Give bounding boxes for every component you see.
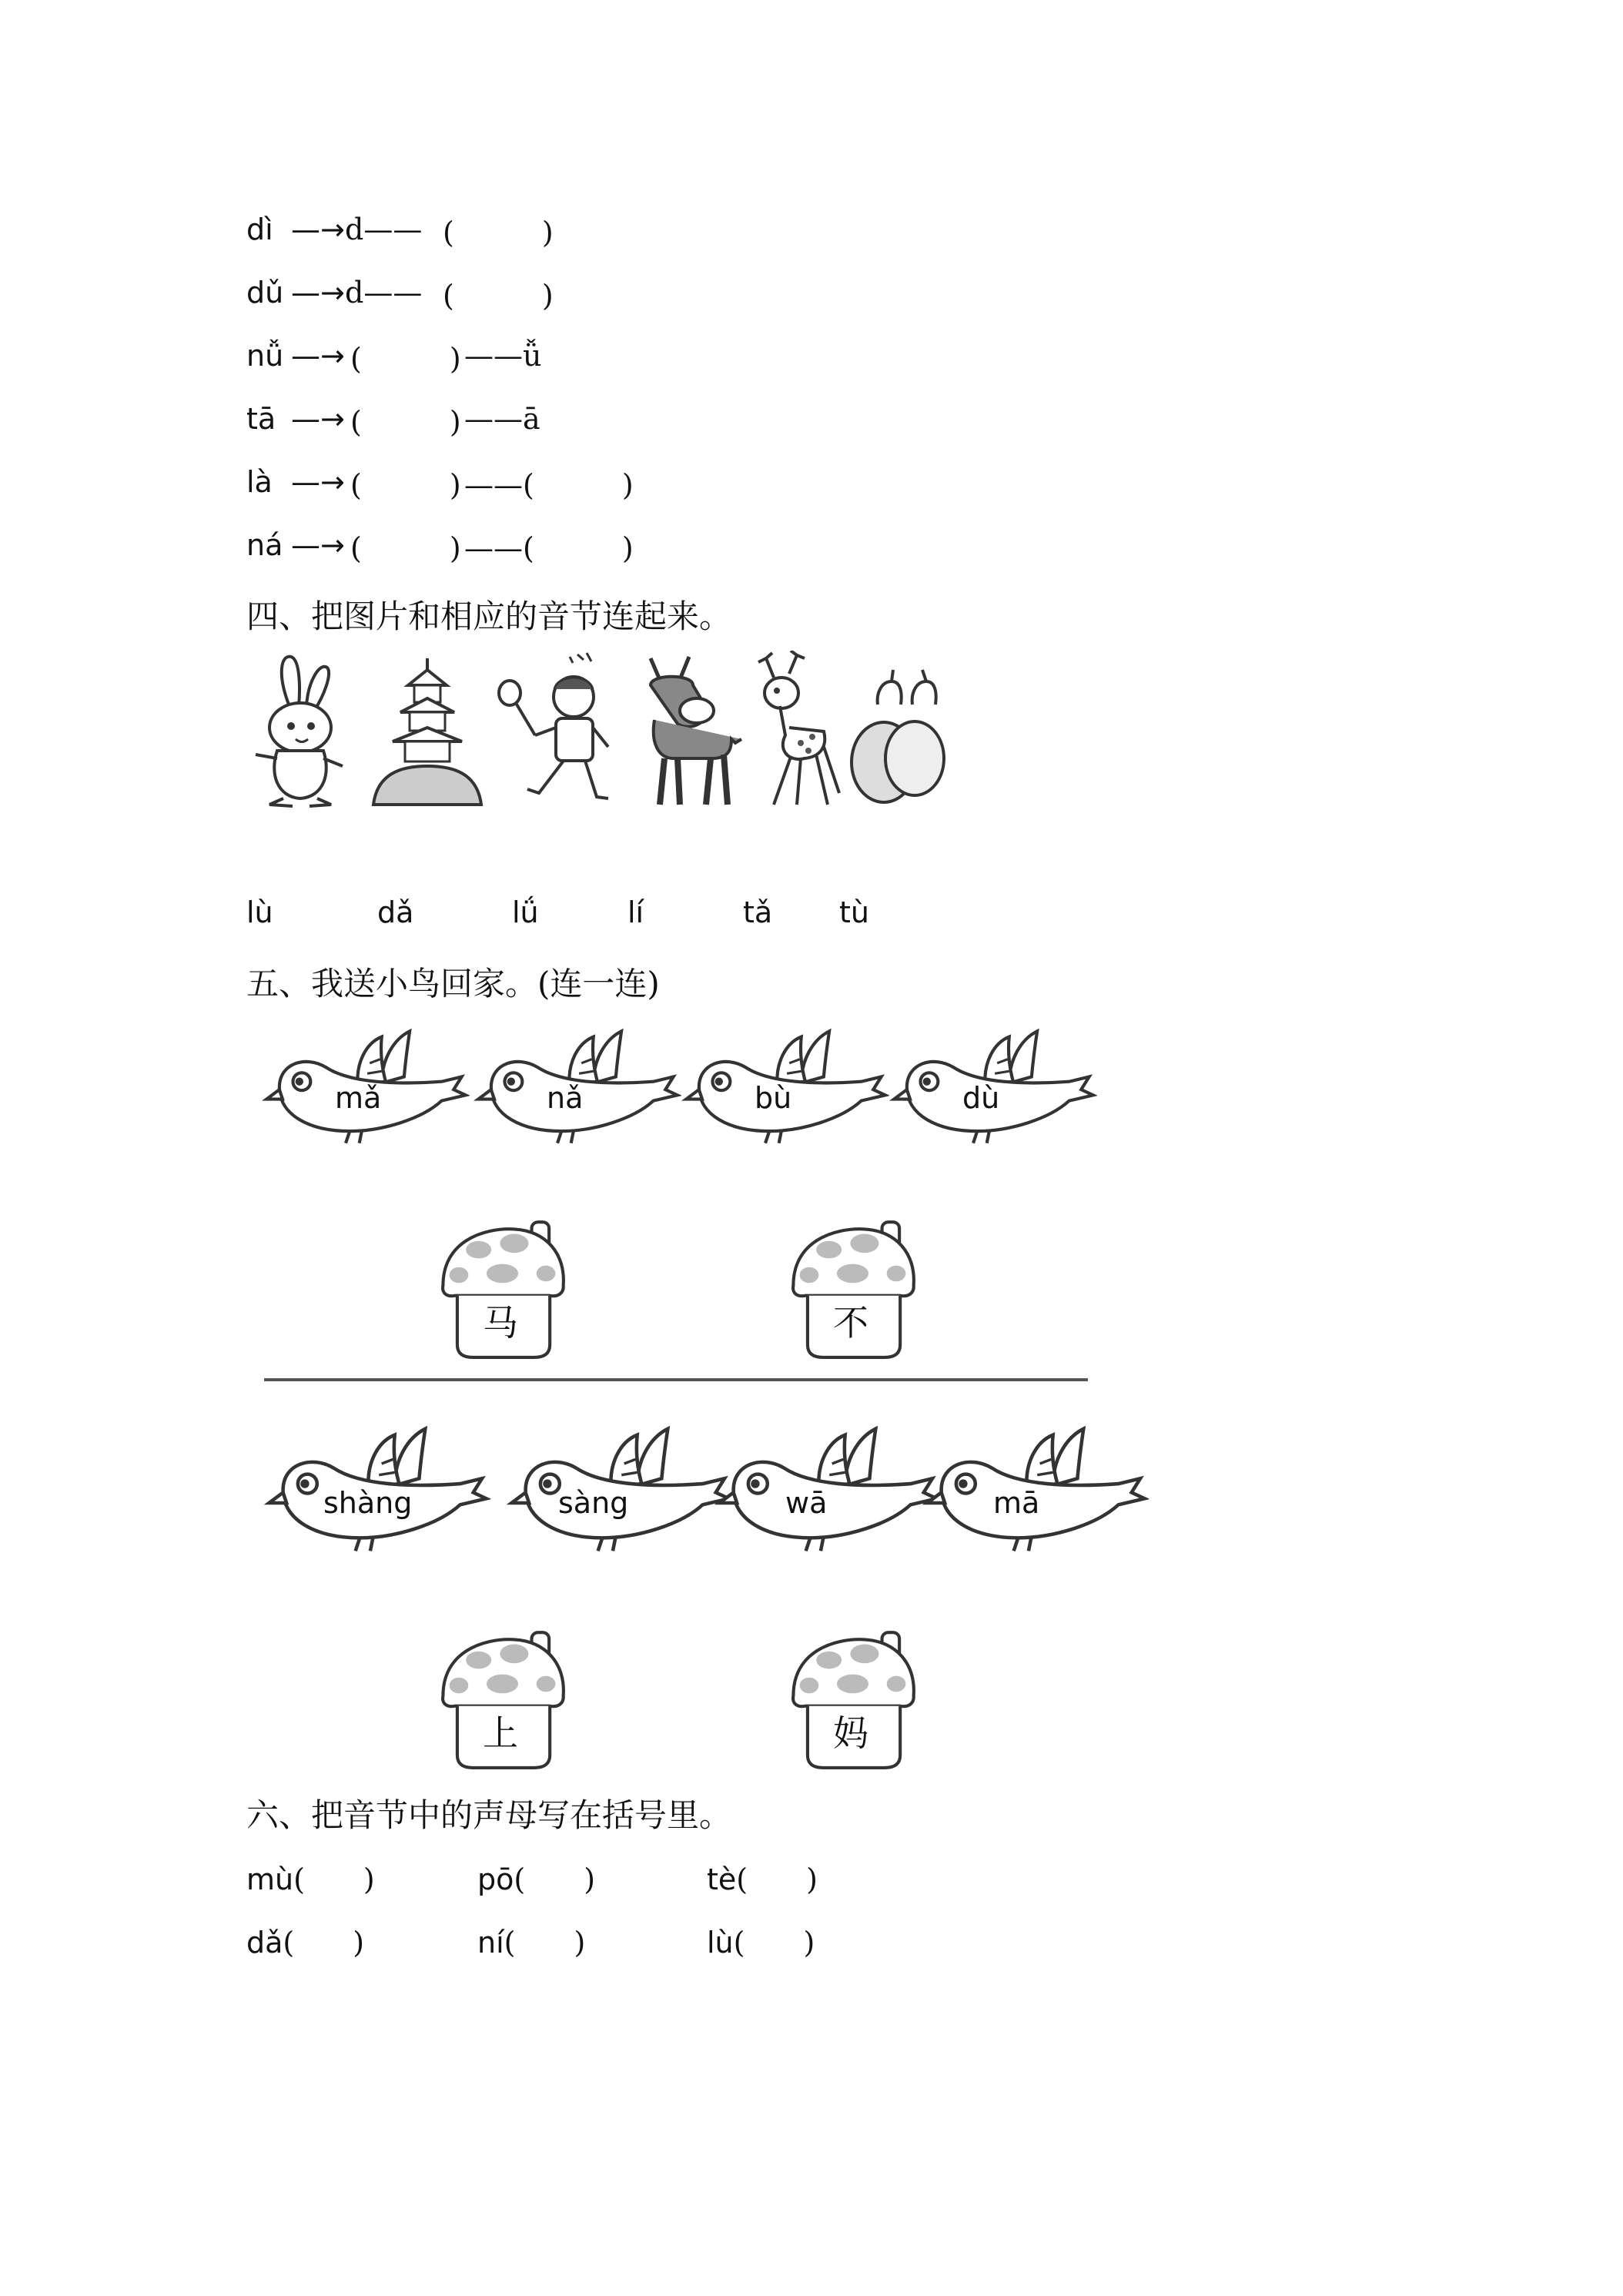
answer-blank[interactable]: ( ): [514, 1863, 596, 1896]
answer-blank[interactable]: ( ): [350, 404, 461, 439]
answer-blank[interactable]: ( ): [293, 1863, 375, 1896]
house-shang[interactable]: [435, 1628, 570, 1771]
bird-label: mǎ: [335, 1081, 382, 1115]
donkey-icon[interactable]: [620, 651, 743, 812]
pagoda-icon[interactable]: [370, 651, 485, 812]
rabbit-icon[interactable]: [246, 651, 354, 812]
answer-blank[interactable]: ( ): [504, 1926, 586, 1960]
syllable-ta[interactable]: tǎ: [743, 895, 773, 929]
badminton-boy-icon[interactable]: [493, 651, 616, 812]
syllable: ní: [477, 1926, 504, 1960]
bird-label: mā: [993, 1486, 1040, 1520]
house-ma-mother[interactable]: [785, 1628, 920, 1771]
answer-blank[interactable]: ( ): [350, 467, 461, 502]
section-5-heading: 五、我送小鸟回家。(连一连): [246, 965, 660, 1002]
bird-label: dù: [962, 1081, 1000, 1115]
syllable-tu[interactable]: tù: [839, 895, 869, 929]
part1: d——: [345, 276, 423, 310]
part2: ——ǚ: [464, 339, 542, 373]
house-label: 妈: [833, 1712, 868, 1754]
arrow: —→: [291, 528, 345, 562]
answer-blank[interactable]: ( ): [443, 215, 554, 249]
answer-blank[interactable]: ——( ): [464, 530, 634, 565]
deer-icon[interactable]: [743, 651, 843, 812]
bird-shang4[interactable]: [262, 1424, 493, 1555]
answer-blank[interactable]: ——( ): [464, 467, 634, 502]
house-ma[interactable]: [435, 1218, 570, 1361]
arrow: —→: [291, 276, 345, 310]
part2: ——ā: [464, 402, 540, 436]
bird-sang4[interactable]: [504, 1424, 735, 1555]
arrow: —→: [291, 402, 345, 436]
answer-blank[interactable]: ( ): [283, 1926, 365, 1960]
section-4-heading: 四、把图片和相应的音节连起来。: [246, 597, 732, 635]
section-6-heading: 六、把音节中的声母写在括号里。: [246, 1796, 732, 1834]
answer-blank[interactable]: ( ): [443, 278, 554, 313]
arrow: —→: [291, 339, 345, 373]
initial-item-mu: [246, 1856, 375, 1898]
initial-item-te: [707, 1856, 818, 1898]
initial-item-po: [477, 1856, 595, 1898]
house-label: 马: [483, 1302, 518, 1344]
bird-na3[interactable]: [474, 1026, 681, 1149]
syllable: lù: [707, 1926, 734, 1960]
bird-icon: [712, 1424, 943, 1555]
syllable: ná: [246, 528, 283, 562]
pears-icon[interactable]: [847, 651, 947, 812]
initial-item-ni: [477, 1919, 585, 1961]
syllable: tè: [707, 1863, 737, 1896]
syllable: pō: [477, 1863, 514, 1896]
answer-blank[interactable]: ( ): [736, 1863, 818, 1896]
initial-item-lu: [707, 1919, 815, 1961]
answer-blank[interactable]: ( ): [350, 530, 461, 565]
divider-line: [264, 1378, 1088, 1381]
syllable: tā: [246, 402, 276, 436]
syllable: mù: [246, 1863, 294, 1896]
syllable: dì: [246, 213, 273, 246]
syllable-lu[interactable]: lù: [246, 895, 273, 929]
syllable-lv[interactable]: lǘ: [512, 895, 539, 929]
arrow: —→: [291, 465, 345, 499]
syllable-li[interactable]: lí: [627, 895, 644, 929]
bird-label: bù: [755, 1081, 792, 1115]
syllable: dǔ: [246, 276, 284, 310]
bird-ma3[interactable]: [262, 1026, 470, 1149]
bird-du4[interactable]: [889, 1026, 1097, 1149]
bird-wa1[interactable]: [712, 1424, 943, 1555]
syllable: nǚ: [246, 339, 284, 373]
house-label: 不: [833, 1302, 868, 1344]
initial-item-da: [246, 1919, 364, 1961]
bird-ma1[interactable]: [920, 1424, 1151, 1555]
syllable: dǎ: [246, 1926, 283, 1960]
house-bu[interactable]: [785, 1218, 920, 1361]
bird-bu4[interactable]: [681, 1026, 889, 1149]
bird-label: nǎ: [547, 1081, 584, 1115]
bird-label: shàng: [323, 1486, 413, 1520]
syllable: là: [246, 465, 273, 499]
answer-blank[interactable]: ( ): [350, 341, 461, 376]
bird-label: sàng: [558, 1486, 629, 1520]
bird-label: wā: [785, 1486, 828, 1520]
arrow: —→: [291, 213, 345, 246]
house-label: 上: [483, 1712, 518, 1754]
answer-blank[interactable]: ( ): [733, 1926, 815, 1960]
syllable-da[interactable]: dǎ: [377, 895, 414, 929]
part1: d——: [345, 213, 423, 246]
